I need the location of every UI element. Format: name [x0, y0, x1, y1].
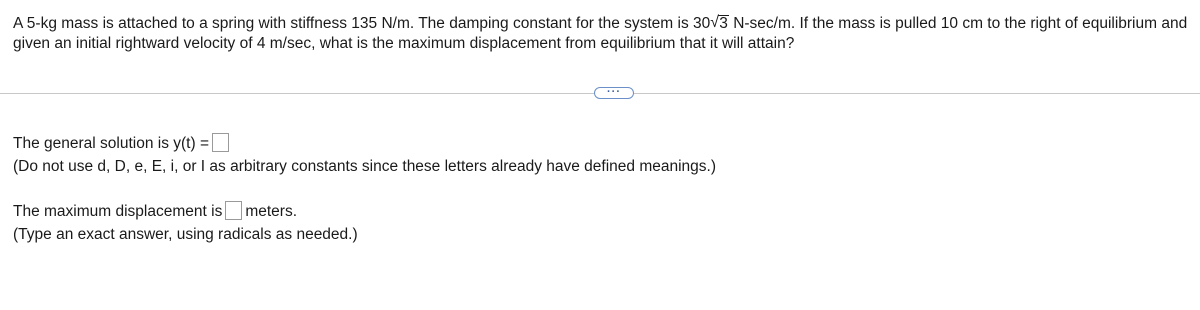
- general-solution-row: [13, 133, 232, 154]
- max-displacement-input[interactable]: [225, 201, 242, 220]
- radicand: 3: [719, 15, 728, 32]
- question-text: [13, 14, 1193, 54]
- radical-sign: √: [710, 14, 720, 31]
- units-label: meters.: [245, 203, 298, 220]
- general-solution-note: (Do not use d, D, e, E, i, or I as arbitrary constants since these letters already have defined meanings.): [13, 158, 717, 175]
- general-solution-label: The general solution is y(t) =: [13, 135, 209, 152]
- question-part-1: A 5-kg mass is attached to a spring with stiffness 135 N/m. The damping constant for the system is 30: [13, 15, 711, 32]
- max-displacement-label: The maximum displacement is: [13, 203, 223, 220]
- sqrt-expression: [710, 14, 729, 34]
- question-part-2: N-sec/m. If the mass is pulled 10 cm to the right of equilibrium and given an initial rightward velocity of 4 m/sec, what is the maximum displacement from equilibrium that it will attain?: [13, 15, 1188, 52]
- max-displacement-row: [13, 201, 297, 222]
- more-button[interactable]: ···: [594, 87, 634, 99]
- section-divider: [0, 86, 1200, 100]
- max-displacement-note: (Type an exact answer, using radicals as needed.): [13, 226, 358, 243]
- general-solution-input[interactable]: [212, 133, 229, 152]
